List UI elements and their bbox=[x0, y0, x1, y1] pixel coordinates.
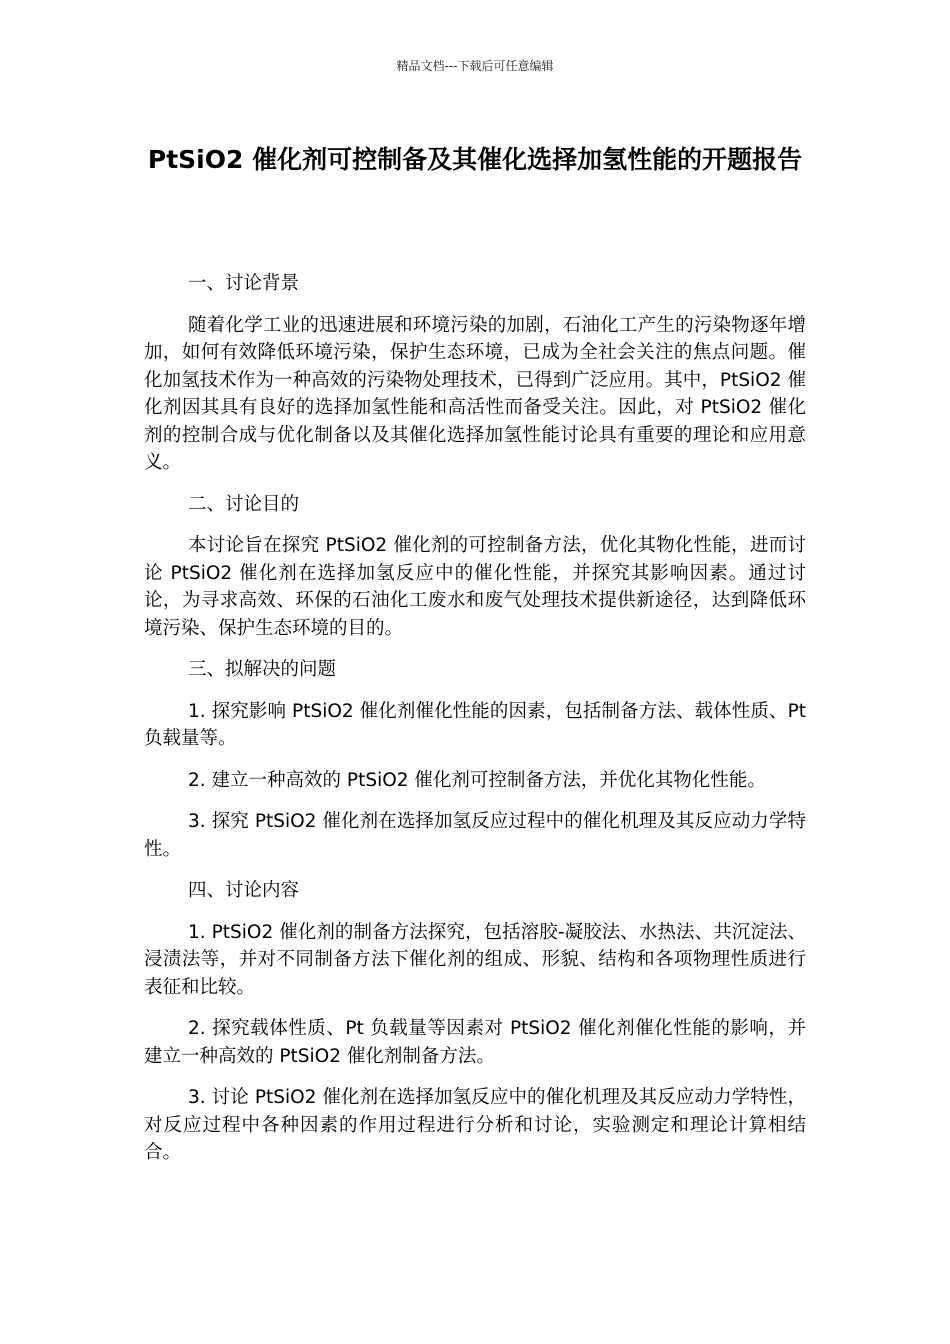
paragraph-background: 随着化学工业的迅速进展和环境污染的加剧，石油化工产生的污染物逐年增加，如何有效降低环境污染，保护生态环境，已成为全社会关注的焦点问题。催化加氢技术作为一种高效的污染物处理技术，已得到广泛应用。其中，PtSiO2 催化剂因其具有良好的选择加氢性能和高活性而备受关注。因此，对 PtSiO2 催化剂的控制合成与优化制备以及其催化选择加氢性能讨论具有重要的理论和应用意义。 bbox=[144, 314, 806, 473]
page-header-note: 精品文档---下载后可任意编辑 bbox=[396, 59, 554, 73]
content-item-3: 3. 讨论 PtSiO2 催化剂在选择加氢反应中的催化机理及其反应动力学特性，对反应过程中各种因素的作用过程进行分析和讨论，实验测定和理论计算相结合。 bbox=[144, 1087, 806, 1163]
content-item-1: 1. PtSiO2 催化剂的制备方法探究，包括溶胶-凝胶法、水热法、共沉淀法、浸渍法等，并对不同制备方法下催化剂的组成、形貌、结构和各项物理性质进行表征和比较。 bbox=[144, 921, 806, 998]
content-item-2: 2. 探究载体性质、Pt 负载量等因素对 PtSiO2 催化剂催化性能的影响，并建立一种高效的 PtSiO2 催化剂制备方法。 bbox=[144, 1018, 806, 1067]
section-heading-background: 一、讨论背景 bbox=[188, 273, 300, 294]
section-heading-purpose: 二、讨论目的 bbox=[188, 493, 300, 515]
section-heading-content: 四、讨论内容 bbox=[188, 880, 300, 901]
section-heading-problems: 三、拟解决的问题 bbox=[188, 659, 337, 680]
paragraph-purpose: 本讨论旨在探究 PtSiO2 催化剂的可控制备方法，优化其物化性能，进而讨论 PtSiO2 催化剂在选择加氢反应中的催化性能，并探究其影响因素。通过讨论，为寻求高效、环保的石油化工废水和废气处理技术提供新途径，达到降低环境污染、保护生态环境的目的。 bbox=[144, 535, 806, 639]
problem-item-2: 2. 建立一种高效的 PtSiO2 催化剂可控制备方法，并优化其物化性能。 bbox=[188, 769, 766, 791]
problem-item-1: 1. 探究影响 PtSiO2 催化剂催化性能的因素，包括制备方法、载体性质、Pt 负载量等。 bbox=[144, 700, 806, 749]
document-body bbox=[144, 270, 806, 1181]
document-title: PtSiO2 催化剂可控制备及其催化选择加氢性能的开题报告 bbox=[147, 145, 803, 174]
problem-item-3: 3. 探究 PtSiO2 催化剂在选择加氢反应过程中的催化机理及其反应动力学特性。 bbox=[144, 811, 806, 860]
